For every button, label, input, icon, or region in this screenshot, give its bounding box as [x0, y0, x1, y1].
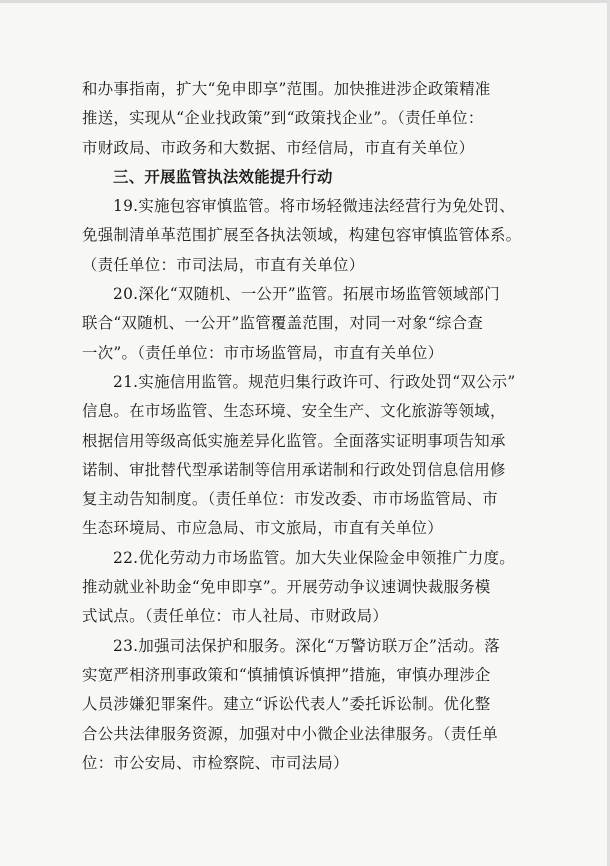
text-line: 实宽严相济刑事政策和“慎捕慎诉慎押”措施，审慎办理涉企	[82, 665, 491, 684]
text-line: 生态环境局、市应急局、市文旅局，市直有关单位）	[82, 519, 443, 538]
scan-edge-top	[0, 0, 610, 3]
text-line: 推动就业补助金“免申即享”。开展劳动争议速调快裁服务模	[82, 578, 491, 597]
document-body	[82, 75, 542, 778]
text-line: 和办事指南，扩大“免申即享”范围。加快推进涉企政策精准	[82, 80, 491, 98]
text-line: （责任单位：市司法局，市直有关单位）	[82, 255, 365, 274]
text-line: 根据信用等级高低实施差异化监管。全面落实证明事项告知承	[82, 431, 506, 450]
text-line: 19.实施包容审慎监管。将市场轻微违法经营行为免处罚、	[113, 197, 515, 216]
section-heading: 三、开展监管执法效能提升行动	[113, 167, 333, 186]
text-line: 联合“双随机、一公开”监管覆盖范围，对同一对象“综合查	[82, 314, 484, 333]
text-line: 合公共法律服务资源，加强对中小微企业法律服务。（责任单	[82, 724, 498, 743]
text-line: 一次”。（责任单位：市市场监管局，市直有关单位）	[82, 343, 444, 362]
text-line: 市财政局、市政务和大数据、市经信局，市直有关单位）	[82, 138, 475, 157]
text-line: 位：市公安局、市检察院、市司法局）	[82, 753, 349, 772]
text-line: 复主动告知制度。（责任单位：市发改委、市市场监管局、市	[82, 490, 498, 509]
text-line: 23.加强司法保护和服务。深化“万警访联万企”活动。落	[113, 636, 500, 655]
text-line: 22.优化劳动力市场监管。加大失业保险金申领推广力度。	[113, 548, 515, 567]
text-line: 21.实施信用监管。规范归集行政许可、行政处罚“双公示”	[113, 372, 516, 391]
text-line: 信息。在市场监管、生态环境、安全生产、文化旅游等领域，	[82, 402, 506, 421]
text-line: 诺制、审批替代型承诺制等信用承诺制和行政处罚信息信用修	[82, 460, 506, 479]
text-line: 式试点。（责任单位：市人社局、市财政局）	[82, 607, 389, 626]
text-line: 人员涉嫌犯罪案件。建立“诉讼代表人”委托诉讼制。优化整	[82, 695, 491, 714]
text-line: 免强制清单革范围扩展至各执法领域，构建包容审慎监管体系。	[82, 226, 522, 245]
text-line: 推送，实现从“企业找政策”到“政策找企业”。（责任单位：	[82, 109, 484, 128]
text-line: 20.深化“双随机、一公开”监管。拓展市场监管领域部门	[113, 285, 500, 304]
